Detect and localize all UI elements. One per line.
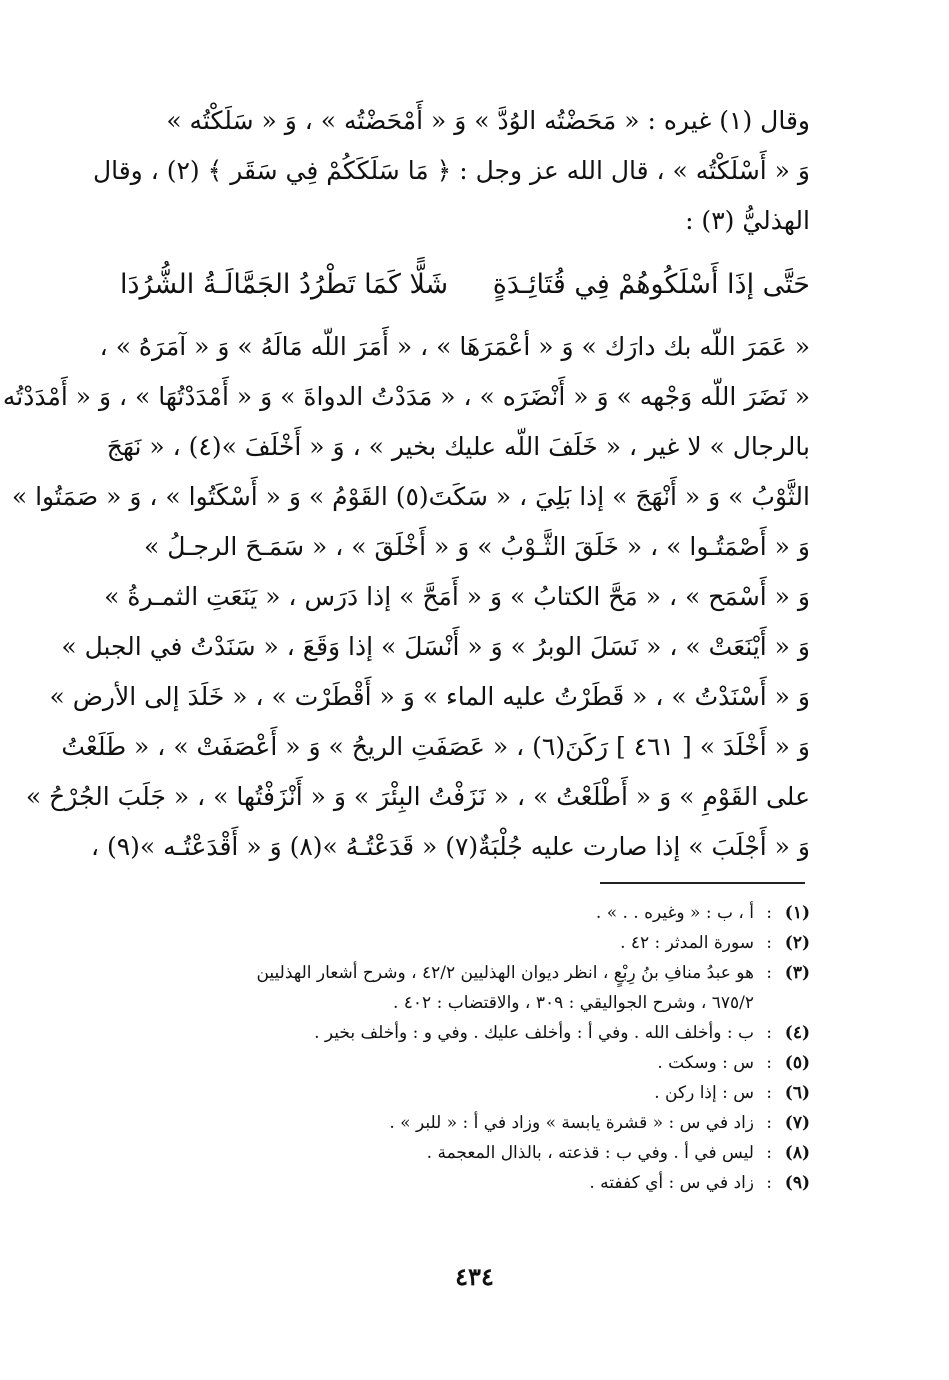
- footnote-text: س : وسكت .: [657, 1053, 754, 1073]
- prose-line-1: « عَمَرَ اللّه بك دارَك » وَ « أعْمَرَهَا » ، « أَمَرَ اللّه مَالَهُ » وَ « آمَرَهُ » ،: [99, 332, 810, 361]
- poetry-verse: [120, 260, 810, 310]
- footnote-text: أ ، ب : « وغيره . . » .: [595, 903, 754, 923]
- text-line-2: وَ « أَسْلَكْتُه » ، قال الله عز وجل : ﴿ مَا سَلَكَكُمْ فِي سَقَر ﴾ (٢) ، وقال: [92, 156, 810, 185]
- prose-line-10: على القَوْمِ » وَ « أَطْلَعْتُ » ، « نَزَفْتُ البِئْرَ » وَ « أَنْزَفْتُها » ، « جَلَبَ الجُرْحُ »: [25, 782, 810, 811]
- footnote-colon: :: [766, 1053, 772, 1073]
- prose-line-11: وَ « أَجْلَبَ » إذا صارت عليه جُلْبَةٌ(٧) « قَدَعْتُـهُ »(٨) وَ « أَقْدَعْتُـه »(٩) ،: [90, 832, 810, 861]
- footnotes: [120, 898, 810, 1198]
- footnote-colon-spacer: [754, 988, 772, 1018]
- prose-line-4: الثَّوْبُ » وَ « أَنْهَجَ » إذا بَلِيَ ، « سَكَتَ(٥) القَوْمُ » وَ « أَسْكَتُوا » ، وَ « صَمَتُوا »: [11, 482, 810, 511]
- footnote-colon: :: [766, 1083, 772, 1103]
- footnote-text: ب : وأخلف الله . وفي أ : وأخلف عليك . وفي و : وأخلف بخير .: [314, 1023, 754, 1043]
- prose-line-9: وَ « أَخْلَدَ » [ ٤٦١ ] رَكَنَ(٦) ، « عَصَفَتِ الريحُ » وَ « أَعْصَفَتْ » ، « طَلَعْتُ: [61, 732, 810, 761]
- footnote-number: (٤): [784, 1023, 810, 1043]
- page-number: ٤٣٤: [455, 1262, 494, 1291]
- footnote-number: (٦): [784, 1083, 810, 1103]
- footnote-text: سورة المدثر : ٤٢ .: [620, 933, 754, 953]
- verse-first-hemistich: حَتَّى إذَا أَسْلَكُوهُمْ فِي قُتَائِـدَةٍ: [492, 269, 810, 300]
- text-line-3: الهذليُّ (٣) :: [685, 206, 810, 235]
- text-line-1: وقال (١) غيره : « مَحَضْتُه الوُدَّ » وَ « أَمْحَضْتُه » ، وَ « سَلَكْتُه »: [166, 106, 810, 135]
- footnote-text: زاد في س : « قشرة يابسة » وزاد في أ : « للبر » .: [389, 1113, 754, 1133]
- prose-line-8: وَ « أَسْنَدْتُ » ، « قَطَرْتُ عليه الماء » وَ « أَقْطَرْت » ، « خَلَدَ إلى الأرض »: [49, 682, 810, 711]
- footnote-number: (٧): [784, 1113, 810, 1133]
- footnote-colon: :: [766, 903, 772, 923]
- footnote-3: [120, 958, 810, 988]
- footnote-number: (٥): [784, 1053, 810, 1073]
- footnote-number: (٣): [784, 963, 810, 983]
- footnote-colon: :: [766, 1023, 772, 1043]
- verse-second-hemistich: شَلًّا كَمَا تَطْرُدُ الجَمَّالَـةُ الشُّرُدَا: [120, 269, 449, 300]
- footnote-number: (١): [784, 903, 810, 923]
- footnote-number: (٩): [784, 1173, 810, 1193]
- footnote-text: ليس في أ . وفي ب : قذعته ، بالذال المعجمة .: [426, 1143, 754, 1163]
- footnote-3-continuation: [120, 988, 810, 1018]
- footnote-text: س : إذا ركن .: [654, 1083, 754, 1103]
- footnote-number: (٨): [784, 1143, 810, 1163]
- prose-line-6: وَ « أَسْمَح » ، « مَحَّ الكتابُ » وَ « أَمَحَّ » إذا دَرَس ، « يَنَعَتِ الثمـرةُ »: [104, 582, 810, 611]
- footnote-text: هو عبدُ منافِ بنُ رِبْعٍ ، انظر ديوان الهذليين ٤٢/٢ ، وشرح أشعار الهذليين: [256, 963, 754, 983]
- footnote-text: ٦٧٥/٢ ، وشرح الجواليقي : ٣٠٩ ، والاقتضاب : ٤٠٢ .: [392, 993, 754, 1013]
- footnote-5: [120, 1048, 810, 1078]
- footnote-separator: [600, 882, 805, 884]
- footnote-colon: :: [766, 933, 772, 953]
- prose-line-7: وَ « أَيْنَعَتْ » ، « نَسَلَ الوبرُ » وَ « أَنْسَلَ » إذا وَقَعَ ، « سَنَدْتُ في الجبل »: [61, 632, 810, 661]
- footnote-colon: :: [766, 963, 772, 983]
- intro-paragraph: [92, 96, 810, 246]
- footnote-7: [120, 1108, 810, 1138]
- footnote-text: زاد في س : أي كففته .: [589, 1173, 754, 1193]
- footnote-number: [772, 988, 810, 1018]
- footnote-8: [120, 1138, 810, 1168]
- footnote-6: [120, 1078, 810, 1108]
- footnote-colon: :: [766, 1143, 772, 1163]
- prose-line-5: وَ « أَصْمَتُـوا » ، « خَلَقَ الثَّـوْبُ » وَ « أَخْلَقَ » ، « سَمَـحَ الرجـلُ »: [143, 532, 810, 561]
- footnote-colon: :: [766, 1173, 772, 1193]
- footnote-9: [120, 1168, 810, 1198]
- footnote-4: [120, 1018, 810, 1048]
- footnote-2: [120, 928, 810, 958]
- prose-paragraph: [2, 322, 810, 872]
- footnote-colon: :: [766, 1113, 772, 1133]
- footnote-number: (٢): [784, 933, 810, 953]
- prose-line-3: بالرجال » لا غير ، « خَلَفَ اللّه عليك بخير » ، وَ « أَخْلَفَ »(٤) ، « نَهَجَ: [106, 432, 810, 461]
- prose-line-2: « نَضَرَ اللّه وَجْهه » وَ « أَنْضَرَه » ، « مَدَدْتُ الدواةَ » وَ « أَمْدَدْتُهَا » ، وَ « أَمْدَدْتُه: [2, 382, 810, 411]
- footnote-1: [120, 898, 810, 928]
